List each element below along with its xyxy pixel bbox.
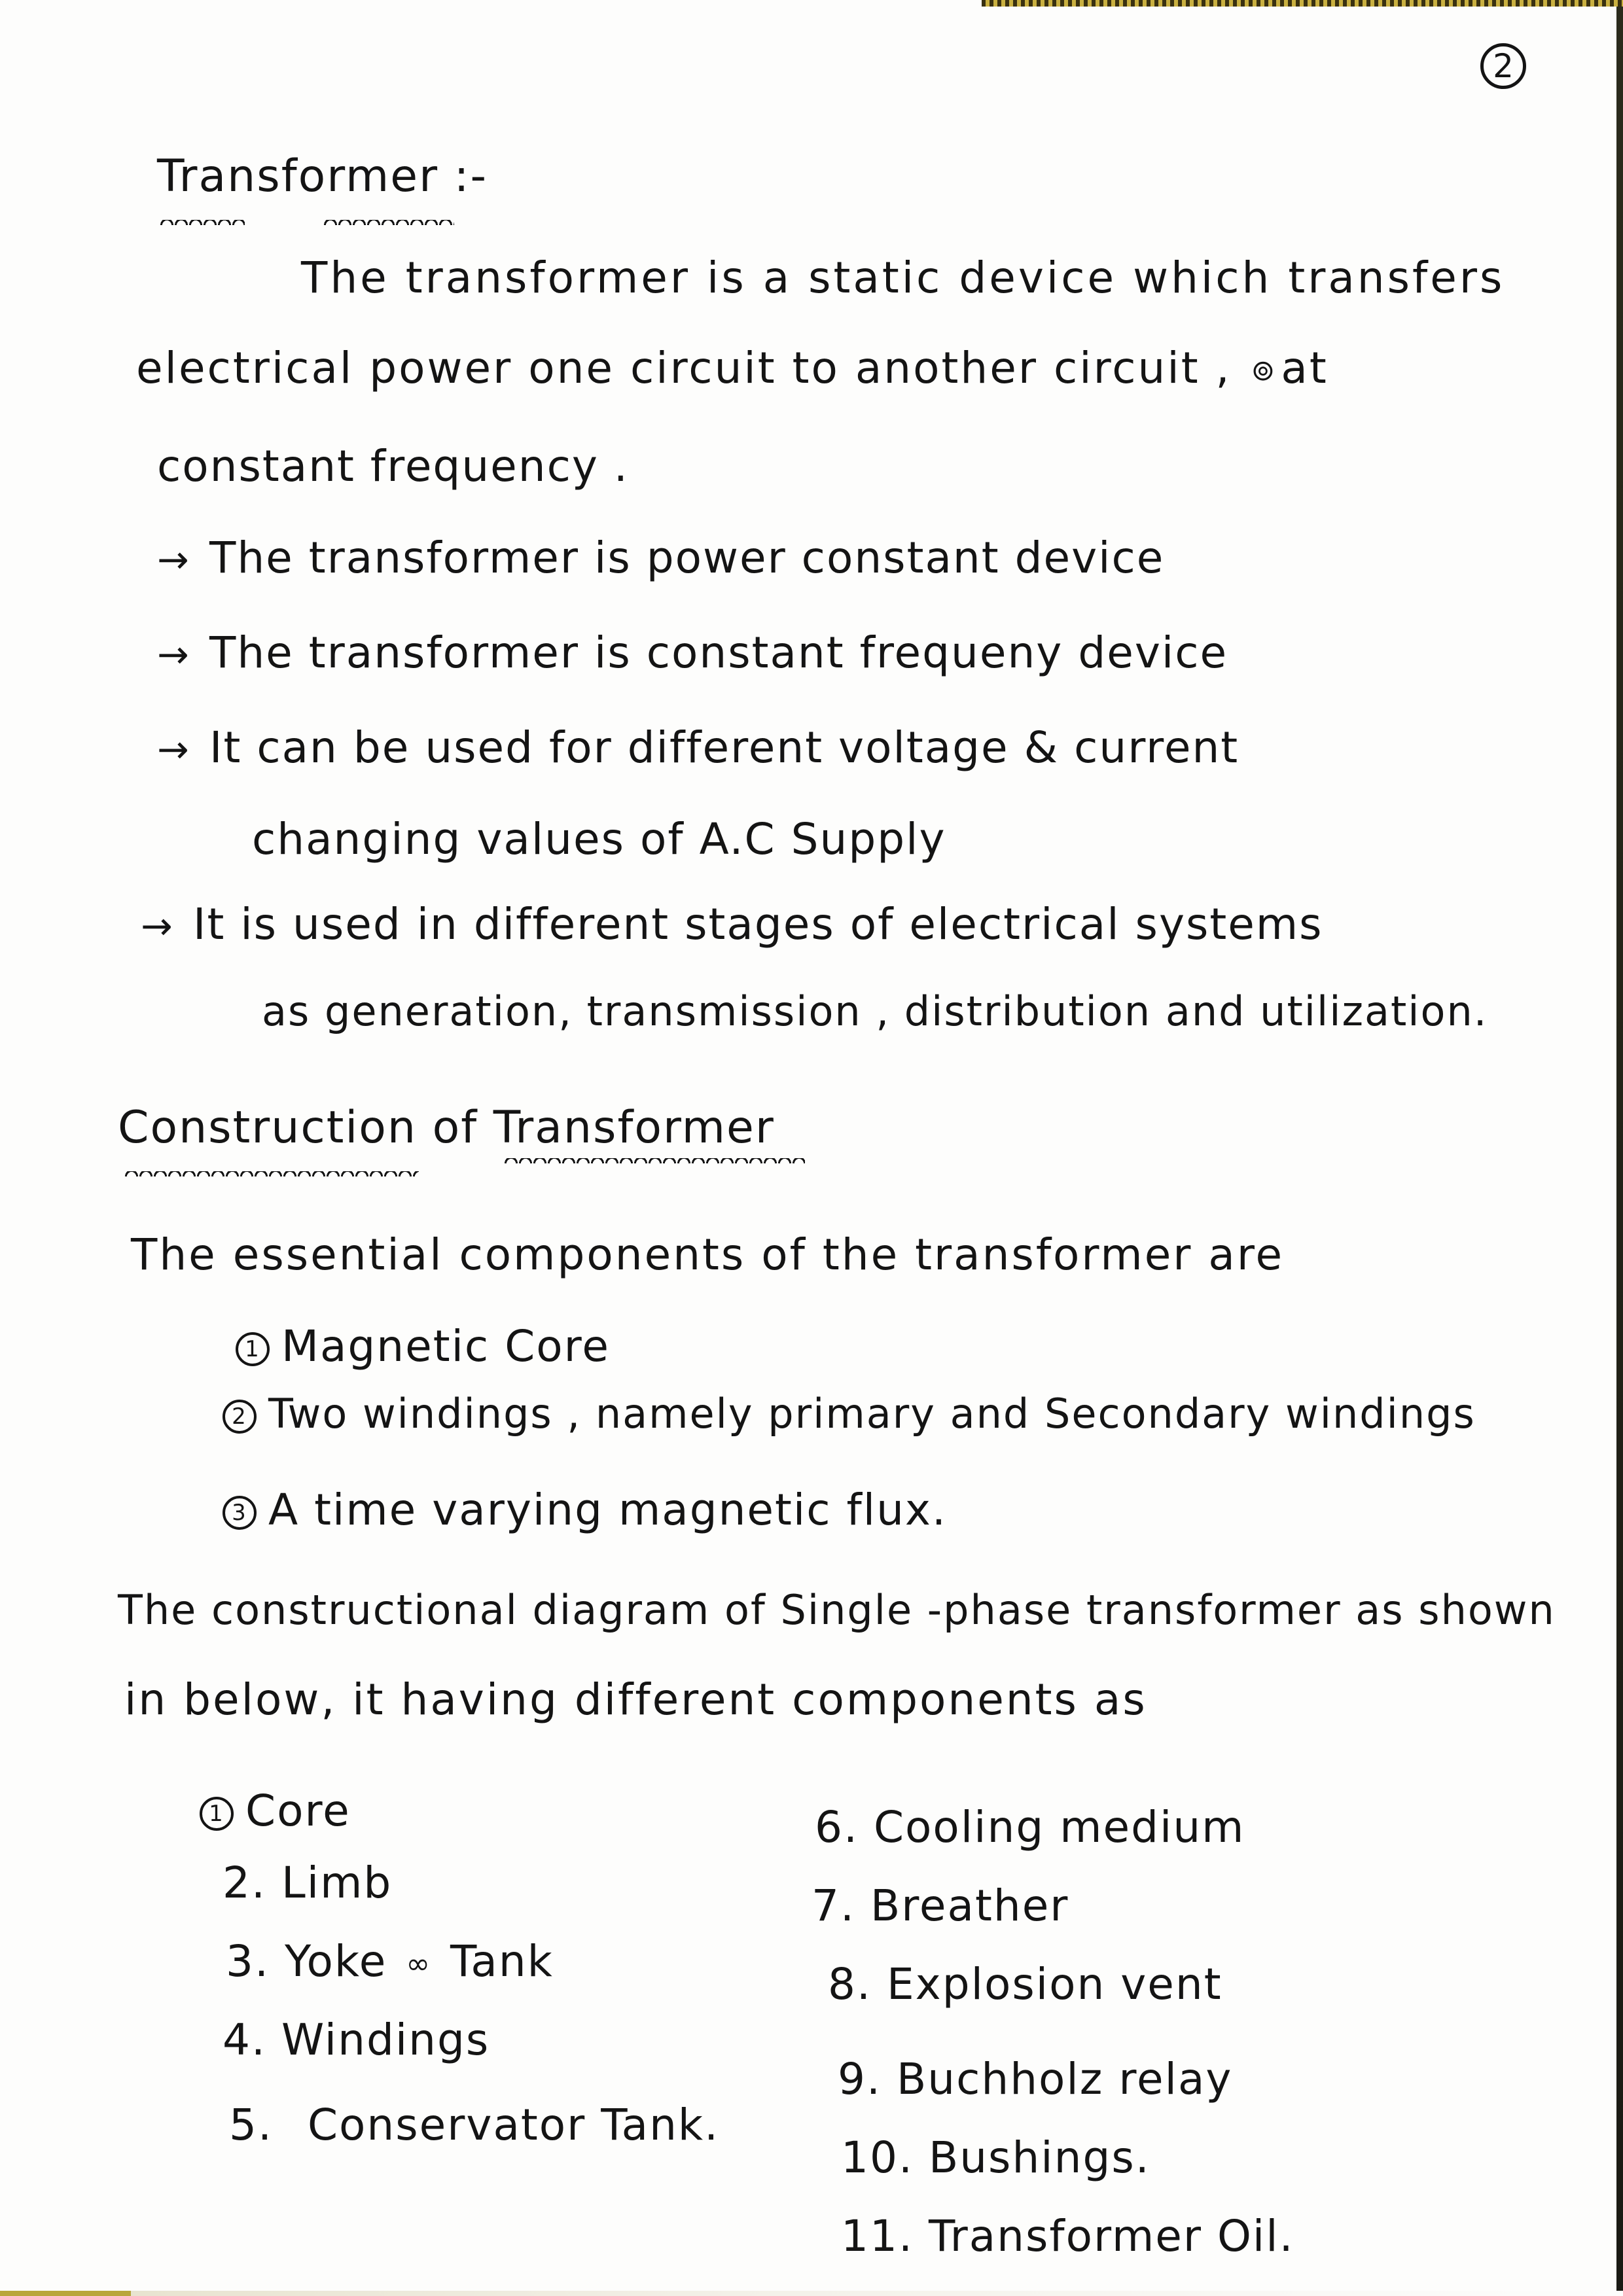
essential-item [236, 1321, 610, 1371]
component-number: 10. [841, 2132, 914, 2183]
arrow-icon: → [157, 632, 190, 677]
component-text: Limb [281, 1858, 393, 1908]
heading-underline [323, 220, 454, 230]
component-item [812, 1881, 1069, 1931]
section-heading-construction: Construction of Transformer [118, 1102, 775, 1154]
component-item [838, 2054, 1233, 2104]
component-text: Conservator Tank. [307, 2100, 720, 2150]
page-number-value: 2 [1493, 47, 1514, 85]
heading-underline [124, 1171, 419, 1182]
component-number: 3. [226, 1936, 270, 1987]
component-number: 5. [229, 2100, 273, 2150]
component-number: 6. [815, 1802, 859, 1852]
bullet-continuation: as generation, transmission , distribution and utilization. [262, 987, 1488, 1035]
scribble-mark: ⊚ [1251, 353, 1277, 387]
arrow-icon: → [157, 537, 190, 582]
component-item [229, 2100, 720, 2150]
intro-line-1: The transformer is a static device which transfers [301, 253, 1505, 303]
intro-line-2 [136, 343, 1329, 393]
scribble-mark: ∞ [406, 1947, 432, 1981]
intro-line-2-text: electrical power one circuit to another circuit , [136, 343, 1232, 393]
component-text: Cooling medium [873, 1802, 1245, 1852]
arrow-icon: → [157, 727, 190, 771]
component-text: Windings [281, 2015, 490, 2065]
page-number [1480, 43, 1526, 89]
bullet-item [157, 533, 1165, 583]
bullet-item [157, 627, 1228, 678]
diagram-intro-line-2: in below, it having different components as [124, 1674, 1147, 1725]
essential-item-text: A time varying magnetic flux. [268, 1485, 947, 1535]
circled-number: 1 [200, 1797, 234, 1831]
bullet-text: It can be used for different voltage & current [209, 722, 1240, 773]
section-heading-transformer: Transformer :- [157, 150, 488, 202]
component-number: 8. [828, 1959, 872, 2009]
bullet-text: The transformer is power constant device [209, 533, 1165, 583]
component-item [828, 1959, 1222, 2009]
bullet-continuation: changing values of A.C Supply [252, 814, 946, 864]
component-text: Breather [870, 1881, 1069, 1931]
intro-line-2-end: at [1281, 343, 1329, 393]
component-number: 11. [841, 2211, 914, 2261]
component-number: 4. [223, 2015, 266, 2065]
component-text: Bushings. [928, 2132, 1150, 2183]
component-text: Core [245, 1786, 351, 1836]
component-item [200, 1786, 351, 1836]
essential-item [223, 1485, 947, 1535]
component-item [841, 2132, 1150, 2183]
component-item [223, 2015, 490, 2065]
page-edge-bottom [0, 2291, 1623, 2296]
component-text: Transformer Oil. [928, 2211, 1294, 2261]
arrow-icon: → [141, 904, 174, 948]
circled-number: 2 [223, 1400, 257, 1434]
essential-item [223, 1390, 1476, 1438]
essential-item-text: Two windings , namely primary and Secondary windings [268, 1390, 1476, 1438]
bullet-item [157, 722, 1240, 773]
component-number: 9. [838, 2054, 882, 2104]
heading-underline [504, 1158, 805, 1169]
bullet-text: The transformer is constant frequeny device [209, 627, 1228, 678]
component-item [841, 2211, 1294, 2261]
essential-item-text: Magnetic Core [281, 1321, 610, 1371]
component-text: Yoke [284, 1936, 387, 1987]
component-item [223, 1858, 393, 1908]
component-text-after: Tank [450, 1936, 554, 1987]
intro-line-3: constant frequency . [157, 441, 629, 491]
component-text: Explosion vent [886, 1959, 1222, 2009]
heading-underline [160, 220, 245, 230]
page-edge-right [1616, 7, 1623, 2296]
essential-intro: The essential components of the transformer are [131, 1229, 1285, 1280]
component-number: 7. [812, 1881, 855, 1931]
circled-number: 1 [236, 1332, 270, 1366]
component-text: Buchholz relay [896, 2054, 1233, 2104]
page-edge-top [982, 0, 1623, 7]
component-item [226, 1936, 554, 1987]
component-item [815, 1802, 1245, 1852]
component-number: 2. [223, 1858, 266, 1908]
diagram-intro-line-1: The constructional diagram of Single -phase transformer as shown [118, 1586, 1556, 1634]
bullet-item [141, 899, 1323, 949]
circled-number: 3 [223, 1496, 257, 1530]
bullet-text: It is used in different stages of electrical systems [193, 899, 1323, 949]
